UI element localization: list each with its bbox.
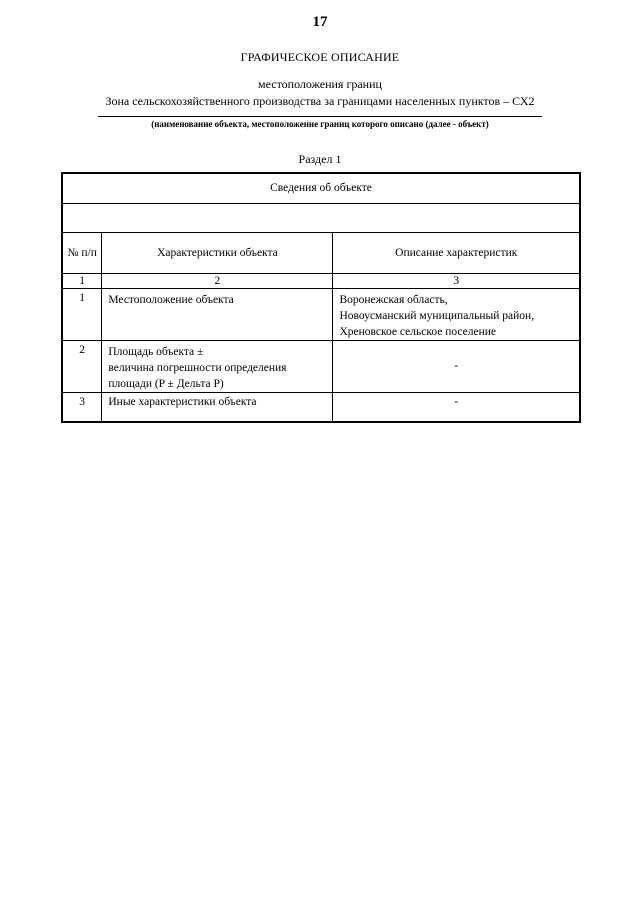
column-header-row <box>62 232 580 273</box>
description-line: - <box>454 395 459 408</box>
document-subtitle <box>0 76 640 110</box>
header-num: № п/п <box>62 232 102 273</box>
object-info-table <box>61 172 581 423</box>
table-heading: Сведения об объекте <box>62 173 580 203</box>
characteristic-line: Иные характеристики объекта <box>108 395 257 408</box>
row-characteristic <box>102 392 333 422</box>
table-row <box>62 340 580 392</box>
description-line: Воронежская область, <box>339 293 448 306</box>
description-line: Новоусманский муниципальный район, <box>339 309 535 322</box>
table-heading-row <box>62 173 580 203</box>
table-row <box>62 392 580 422</box>
column-number-1: 1 <box>62 273 102 288</box>
page-number: 17 <box>312 14 328 30</box>
row-description <box>333 288 580 340</box>
subtitle-line-2: Зона сельскохозяйственного производства за границами населенных пунктов – СХ2 <box>105 94 535 108</box>
characteristic-line: площади (P ± Дельта P) <box>108 377 224 390</box>
table-row <box>62 288 580 340</box>
object-caption: (наименование объекта, местоположение границ которого описано (далее - объект) <box>151 119 489 129</box>
column-number-2: 2 <box>102 273 333 288</box>
row-description <box>333 340 580 392</box>
subtitle-line-1: местоположения границ <box>258 77 382 91</box>
row-characteristic <box>102 340 333 392</box>
table-empty-row <box>62 203 580 232</box>
description-line: - <box>454 360 459 372</box>
characteristic-line: Местоположение объекта <box>108 293 234 306</box>
row-characteristic <box>102 288 333 340</box>
row-num: 2 <box>62 340 102 392</box>
document-title: ГРАФИЧЕСКОЕ ОПИСАНИЕ <box>240 50 400 64</box>
description-line: Хреновское сельское поселение <box>339 325 496 338</box>
characteristic-line: Площадь объекта ± <box>108 345 204 358</box>
characteristic-line: величина погрешности определения <box>108 361 287 374</box>
table-empty-cell <box>62 203 580 232</box>
header-description: Описание характеристик <box>333 232 580 273</box>
header-characteristics: Характеристики объекта <box>102 232 333 273</box>
column-number-3: 3 <box>333 273 580 288</box>
section-title: Раздел 1 <box>298 152 342 166</box>
row-num: 3 <box>62 392 102 422</box>
row-num: 1 <box>62 288 102 340</box>
subtitle-underline <box>98 116 542 117</box>
column-number-row <box>62 273 580 288</box>
row-description <box>333 392 580 422</box>
